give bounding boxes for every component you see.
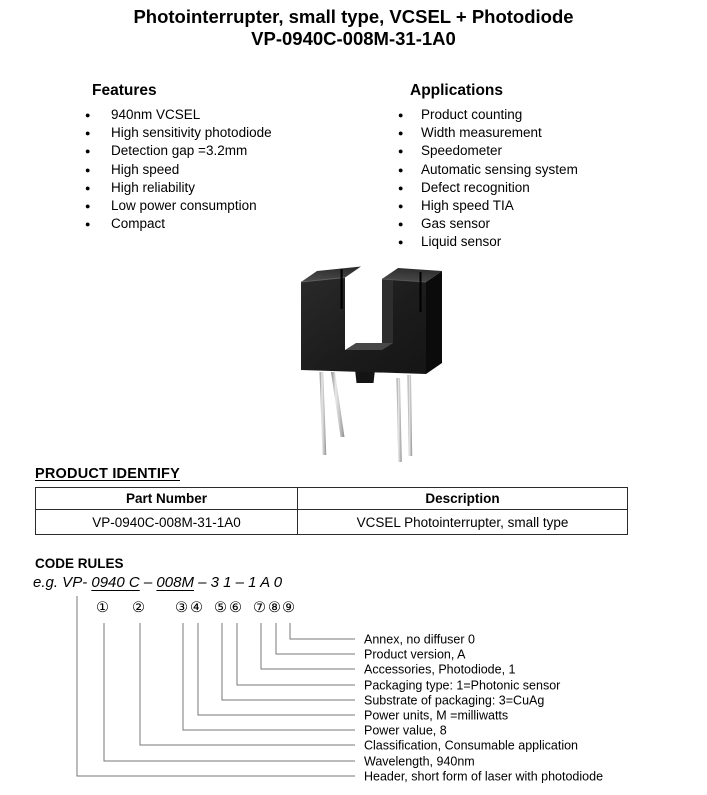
feature-item bbox=[85, 215, 272, 233]
code-tree-line bbox=[222, 623, 355, 700]
package-leg bbox=[397, 378, 402, 462]
code-tree-label: Power value, 8 bbox=[364, 723, 447, 738]
table-column-header: Description bbox=[298, 488, 628, 510]
feature-item-label: High speed bbox=[111, 161, 180, 177]
feature-item-label: Low power consumption bbox=[111, 198, 257, 214]
application-item-label: High speed TIA bbox=[421, 198, 514, 214]
table-header-row bbox=[36, 488, 628, 510]
feature-item bbox=[85, 124, 272, 142]
table-cell: VP-0940C-008M-31-1A0 bbox=[36, 510, 298, 535]
bullet-icon: ● bbox=[398, 182, 404, 193]
aperture-slit bbox=[420, 272, 422, 312]
product-identify-table bbox=[35, 487, 628, 535]
code-digit-marker: ⑨ bbox=[282, 600, 295, 616]
title-line-1: Photointerrupter, small type, VCSEL + Photodiode bbox=[133, 6, 574, 27]
code-rules-heading: CODE RULES bbox=[35, 556, 124, 571]
product-identify-heading: PRODUCT IDENTIFY bbox=[35, 466, 180, 482]
code-tree-line bbox=[140, 623, 355, 745]
application-item bbox=[398, 106, 578, 124]
bullet-icon: ● bbox=[85, 110, 91, 120]
bullet-icon: ● bbox=[398, 128, 404, 139]
feature-item-label: Detection gap =3.2mm bbox=[111, 143, 248, 159]
table-body bbox=[36, 510, 628, 535]
code-digit-marker: ③ bbox=[175, 600, 188, 616]
aperture-slit bbox=[341, 269, 343, 309]
applications-list bbox=[398, 106, 578, 252]
code-tree-label: Header, short form of laser with photodiode bbox=[364, 769, 604, 784]
code-segment-underlined: 0940 C bbox=[91, 574, 140, 591]
bullet-icon: ● bbox=[85, 146, 91, 157]
application-item-label: Defect recognition bbox=[421, 179, 530, 195]
code-tree-line bbox=[183, 623, 355, 730]
bullet-icon: ● bbox=[85, 128, 91, 139]
code-tree-line bbox=[237, 623, 355, 685]
code-tree-label: Accessories, Photodiode, 1 bbox=[364, 662, 516, 677]
package-inner-wall bbox=[382, 272, 393, 350]
application-item-label: Liquid sensor bbox=[421, 234, 502, 250]
application-item-label: Width measurement bbox=[421, 125, 542, 141]
bullet-icon: ● bbox=[398, 219, 404, 230]
code-tree-line bbox=[276, 623, 355, 654]
application-item bbox=[398, 179, 578, 197]
code-tree-label: Wavelength, 940nm bbox=[364, 754, 475, 769]
application-item-label: Gas sensor bbox=[421, 216, 491, 232]
bullet-icon: ● bbox=[85, 164, 91, 175]
feature-item-label: Compact bbox=[111, 216, 166, 232]
code-segment: – 3 1 – 1 A 0 bbox=[193, 574, 283, 591]
applications-heading: Applications bbox=[410, 82, 504, 99]
product-photo bbox=[285, 255, 485, 465]
code-digit-marker: ④ bbox=[190, 600, 203, 616]
feature-item bbox=[85, 106, 272, 124]
code-tree-line bbox=[77, 596, 355, 776]
application-item-label: Product counting bbox=[421, 107, 523, 122]
code-tree-label: Classification, Consumable application bbox=[364, 738, 579, 753]
table-cell: VCSEL Photointerrupter, small type bbox=[298, 510, 628, 535]
bullet-icon: ● bbox=[398, 201, 404, 212]
code-tree-line bbox=[290, 623, 355, 639]
bullet-icon: ● bbox=[85, 219, 91, 230]
package-leg bbox=[408, 375, 413, 456]
code-tree-label: Packaging type: 1=Photonic sensor bbox=[364, 678, 561, 693]
feature-item-label: 940nm VCSEL bbox=[111, 107, 201, 122]
package-side bbox=[426, 271, 442, 374]
application-item bbox=[398, 197, 578, 215]
application-item bbox=[398, 233, 578, 251]
code-digit-marker: ⑥ bbox=[229, 600, 242, 616]
feature-item bbox=[85, 197, 272, 215]
code-tree-label: Power units, M =milliwatts bbox=[364, 708, 509, 723]
page-title bbox=[0, 6, 707, 50]
application-item bbox=[398, 124, 578, 142]
code-tree-label: Annex, no diffuser 0 bbox=[364, 632, 475, 647]
code-tree-line bbox=[104, 623, 355, 761]
code-tree-line bbox=[261, 623, 355, 669]
code-digit-marker: ⑦ bbox=[253, 600, 266, 616]
table-column-header: Part Number bbox=[36, 488, 298, 510]
feature-item-label: High sensitivity photodiode bbox=[111, 125, 272, 141]
application-item bbox=[398, 142, 578, 160]
code-tree-line bbox=[198, 623, 355, 715]
application-item-label: Speedometer bbox=[421, 143, 503, 159]
feature-item-label: High reliability bbox=[111, 179, 196, 195]
bullet-icon: ● bbox=[398, 110, 404, 120]
package-leg bbox=[320, 372, 327, 455]
code-digit-marker: ② bbox=[132, 600, 145, 616]
table-row bbox=[36, 510, 628, 535]
code-digit-marker: ① bbox=[96, 600, 109, 616]
code-segment: e.g. VP- bbox=[33, 574, 92, 591]
package-body bbox=[301, 278, 426, 375]
code-example-line bbox=[33, 574, 282, 591]
features-list bbox=[85, 106, 272, 233]
bullet-icon: ● bbox=[398, 237, 404, 248]
application-item bbox=[398, 215, 578, 233]
code-tree-label: Product version, A bbox=[364, 647, 466, 662]
feature-item bbox=[85, 142, 272, 160]
feature-item bbox=[85, 161, 272, 179]
bullet-icon: ● bbox=[85, 201, 91, 212]
code-tree-label: Substrate of packaging: 3=CuAg bbox=[364, 693, 545, 708]
features-heading: Features bbox=[92, 82, 157, 99]
bullet-icon: ● bbox=[398, 146, 404, 157]
code-digit-marker: ⑧ bbox=[268, 600, 281, 616]
bullet-icon: ● bbox=[85, 182, 91, 193]
title-line-2: VP-0940C-008M-31-1A0 bbox=[251, 28, 456, 49]
bullet-icon: ● bbox=[398, 164, 404, 175]
code-segment: – bbox=[139, 574, 157, 591]
application-item-label: Automatic sensing system bbox=[421, 161, 578, 177]
code-segment-underlined: 008M bbox=[156, 574, 194, 591]
feature-item bbox=[85, 179, 272, 197]
package-leg bbox=[331, 372, 345, 437]
application-item bbox=[398, 161, 578, 179]
code-digit-marker: ⑤ bbox=[214, 600, 227, 616]
